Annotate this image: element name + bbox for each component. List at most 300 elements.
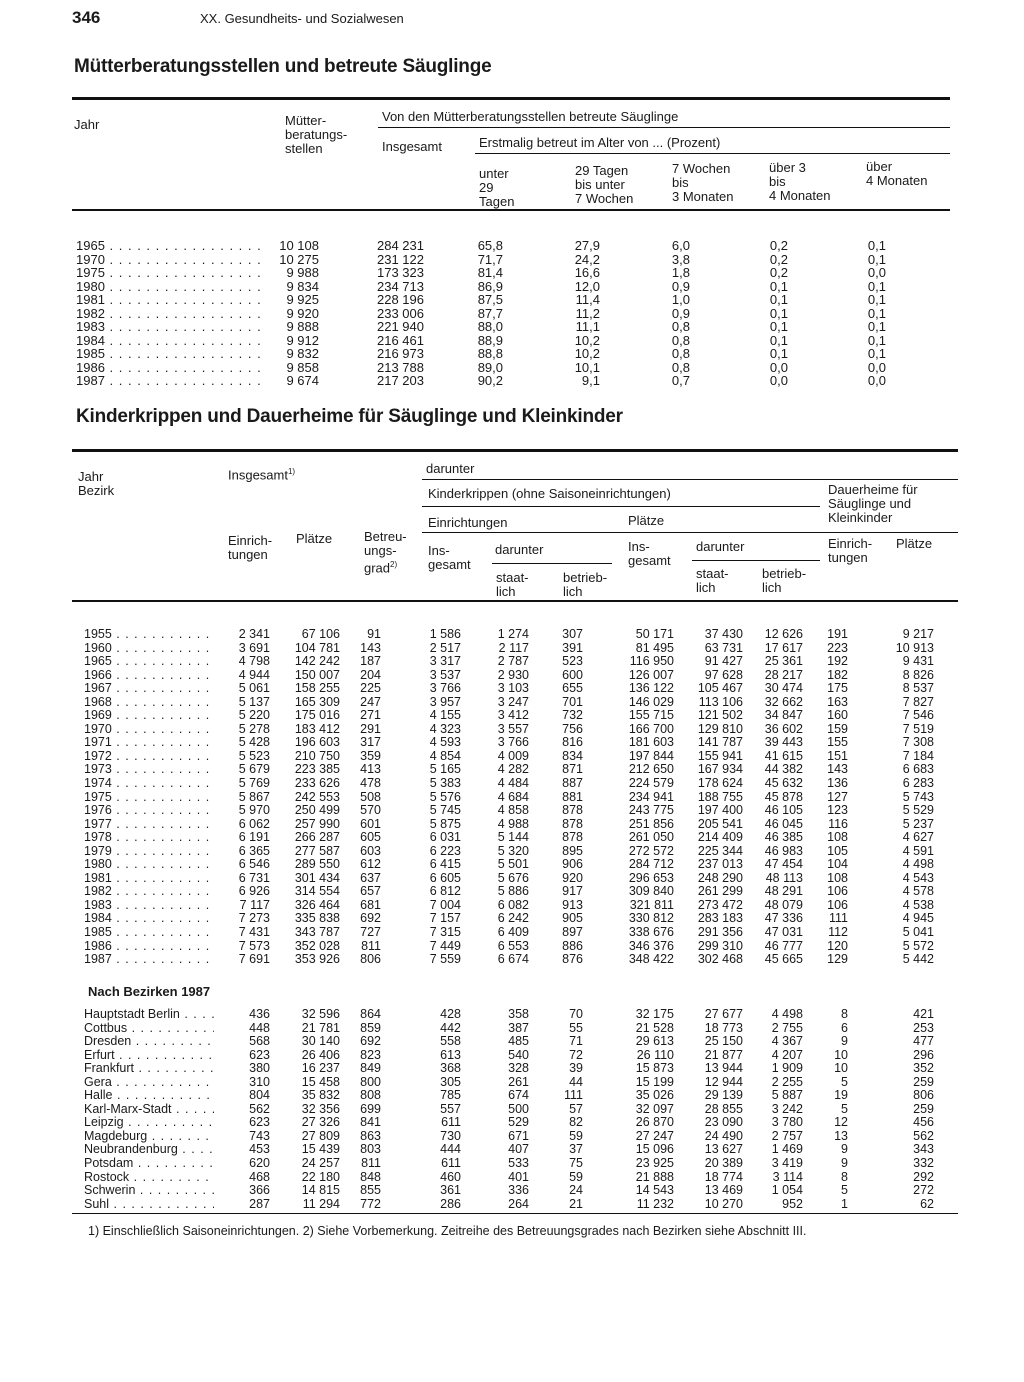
t1-row-cell: 0,2 <box>769 238 788 253</box>
t2-row-cell: 182 <box>827 667 848 682</box>
bezirk-row-cell: 4 367 <box>771 1034 803 1049</box>
t2-row-cell: 7 315 <box>429 925 461 940</box>
bezirk-row-cell: 261 <box>508 1074 529 1089</box>
t2-head-darunter-pl: darunter <box>696 539 745 554</box>
t2-row-cell: 299 310 <box>697 938 743 953</box>
bezirk-row-cell: 863 <box>360 1128 381 1143</box>
bezirk-row-cell: 12 <box>834 1115 848 1130</box>
t2-row-cell: 223 <box>827 640 848 655</box>
t2-row-cell: 210 750 <box>294 748 340 763</box>
t1-row-cell: 1983 . . . <box>76 320 262 334</box>
bezirk-row-cell: 4 207 <box>771 1047 803 1062</box>
bezirk-row-cell: 23 090 <box>704 1115 743 1130</box>
t2-row-cell: 6 926 <box>238 884 270 899</box>
t2-row-cell: 307 <box>562 627 583 641</box>
bezirk-row-cell: Rostock . . . <box>84 1171 214 1185</box>
bezirk-row-cell: 292 <box>913 1169 934 1184</box>
t2-row-cell: 1987 . . . <box>84 953 209 967</box>
t2-row-cell: 233 626 <box>294 776 340 791</box>
footnote: 1) Einschließlich Saisoneinrichtungen. 2) Siehe Vorbemerkung. Zeitreihe des Betreuungsgrades nach Bezirken siehe Abschnitt III. <box>88 1224 807 1238</box>
bezirk-row-cell: 540 <box>508 1047 529 1062</box>
t2-row-cell: 4 684 <box>497 789 529 804</box>
t2-row-cell: 330 812 <box>628 911 674 926</box>
t2-row-cell: 1970 . . . <box>84 723 209 737</box>
bezirk-row-cell: 558 <box>440 1034 461 1049</box>
t2-rule-einr <box>422 532 958 533</box>
t2-row-cell: 247 <box>360 694 381 709</box>
bezirk-row-cell: 28 855 <box>704 1101 743 1116</box>
t2-row-cell: 46 385 <box>764 830 803 845</box>
bezirk-row-cell: 11 294 <box>302 1196 340 1211</box>
t2-row-cell: 143 <box>827 762 848 777</box>
bezirk-row-cell: 25 150 <box>704 1034 743 1049</box>
bezirk-row-cell: 59 <box>569 1128 583 1143</box>
t2-row-cell: 104 781 <box>294 640 340 655</box>
t2-row-cell: 47 454 <box>764 857 803 872</box>
t2-row-cell: 4 323 <box>429 721 461 736</box>
t2-row-cell: 6 674 <box>497 952 529 967</box>
t2-row-cell: 5 278 <box>238 721 270 736</box>
t2-row-cell: 175 <box>827 681 848 696</box>
t2-row-cell: 266 287 <box>294 830 340 845</box>
t2-row-cell: 261 050 <box>628 830 674 845</box>
bezirk-row-col-6 <box>493 1008 583 1211</box>
t2-rule-darunter <box>422 479 958 480</box>
t1-row-col-5 <box>600 239 690 388</box>
t1-row-cell: 234 713 <box>377 278 424 294</box>
bezirk-row-cell: 692 <box>360 1034 381 1049</box>
t1-head-c5: über 4 Monaten <box>866 159 928 188</box>
t2-row-cell: 878 <box>562 830 583 845</box>
t1-row-cell: 10 108 <box>279 238 319 253</box>
t2-row-cell: 335 838 <box>294 911 340 926</box>
t1-row-col-2 <box>334 239 424 388</box>
t1-row-cell: 221 940 <box>377 319 424 334</box>
t2-row-cell: 121 502 <box>697 708 743 723</box>
t2-row-cell: 732 <box>562 708 583 723</box>
t1-row-cell: 87,5 <box>477 292 503 307</box>
t1-row-cell: 9 834 <box>286 278 319 294</box>
t2-rule-krippen <box>422 506 820 507</box>
t2-row-cell: 188 755 <box>697 789 743 804</box>
page-number: 346 <box>72 8 101 27</box>
bezirk-row-cell: Gera . . . <box>84 1076 214 1090</box>
t2-row-cell: 113 106 <box>698 694 743 709</box>
bezirk-row-cell: 8 <box>841 1007 848 1021</box>
bezirk-row-cell: 361 <box>440 1183 461 1198</box>
t2-row-cell: 212 650 <box>628 762 674 777</box>
t2-row-cell: 163 <box>827 694 848 709</box>
t2-row-cell: 1955 . . . <box>84 628 209 642</box>
t1-row-cell: 11,1 <box>575 319 600 334</box>
t2-row-cell: 7 691 <box>238 952 270 967</box>
t2-row-col-10 <box>758 628 848 967</box>
t2-row-cell: 881 <box>562 789 583 804</box>
bezirk-row-cell: 3 242 <box>771 1101 803 1116</box>
t1-row-cell: 9 674 <box>286 373 319 388</box>
t2-row-cell: 257 990 <box>294 816 340 831</box>
t1-row-col-4 <box>510 239 600 388</box>
t1-head-insgesamt: Insgesamt <box>382 139 442 154</box>
t1-row-cell: 10 275 <box>279 251 319 267</box>
bezirk-row-cell: 253 <box>913 1020 934 1035</box>
t2-head-darunter-einr: darunter <box>495 542 544 557</box>
t1-row-cell: 0,1 <box>769 278 788 294</box>
t2-row-cell: 5 428 <box>238 735 270 750</box>
t2-row-cell: 167 934 <box>697 762 743 777</box>
t2-row-cell: 106 <box>827 884 848 899</box>
bezirk-row-cell: 21 877 <box>704 1047 743 1062</box>
t1-row-cell: 86,9 <box>477 278 503 294</box>
t2-row-cell: 657 <box>360 884 381 899</box>
t2-head-darunter: darunter <box>426 461 475 476</box>
t2-row-cell: 159 <box>827 721 848 736</box>
t2-row-cell: 681 <box>360 897 381 912</box>
t2-row-cell: 47 031 <box>764 925 803 940</box>
t2-row-cell: 3 766 <box>497 735 529 750</box>
t2-row-cell: 158 255 <box>294 681 340 696</box>
bezirk-row-cell: 401 <box>508 1169 529 1184</box>
bezirk-row-cell: 848 <box>360 1169 381 1184</box>
t1-row-cell: 10,2 <box>574 332 600 348</box>
t1-row-cell: 27,9 <box>574 238 600 253</box>
t1-row-cell: 9 925 <box>286 292 319 307</box>
t2-row-cell: 4 591 <box>902 843 934 858</box>
bezirk-row-cell: 44 <box>569 1074 583 1089</box>
t1-row-cell: 0,0 <box>867 373 886 388</box>
t2-row-cell: 343 787 <box>294 925 340 940</box>
t2-row-cell: 116 <box>828 816 848 831</box>
bezirk-row-cell: 26 110 <box>636 1047 674 1062</box>
t2-row-cell: 811 <box>361 938 381 953</box>
t2-row-cell: 214 409 <box>697 830 743 845</box>
bezirk-row-cell: 82 <box>569 1115 583 1130</box>
t2-row-cell: 183 412 <box>294 721 340 736</box>
t1-row-cell: 0,2 <box>769 265 788 280</box>
t2-row-cell: 920 <box>562 870 583 885</box>
t1-row-cell: 0,1 <box>769 292 788 307</box>
t2-row-cell: 5 970 <box>238 803 270 818</box>
t2-row-cell: 917 <box>562 884 583 899</box>
t2-row-cell: 913 <box>562 897 583 912</box>
t2-row-cell: 143 <box>360 640 381 655</box>
t2-row-cell: 7 546 <box>902 708 934 723</box>
t2-row-cell: 4 484 <box>497 776 529 791</box>
bezirk-row-cell: Neubrandenburg . . . <box>84 1143 214 1157</box>
t2-row-cell: 5 529 <box>902 803 934 818</box>
t2-row-cell: 876 <box>562 952 583 967</box>
t2-row-cell: 46 777 <box>764 938 803 953</box>
bezirk-row-cell: 671 <box>508 1128 529 1143</box>
t1-head-erstmalig: Erstmalig betreut im Alter von ... (Prozent) <box>479 135 721 150</box>
t2-row-cell: 1973 . . . <box>84 763 209 777</box>
t2-row-cell: 104 <box>827 857 848 872</box>
t1-row-cell: 0,1 <box>769 319 788 334</box>
bezirk-row-cell: 855 <box>360 1183 381 1198</box>
t1-row-cell: 0,8 <box>671 332 690 348</box>
t1-row-cell: 89,0 <box>477 359 503 375</box>
t1-row-cell: 11,4 <box>575 292 600 307</box>
t2-row-cell: 338 676 <box>628 925 674 940</box>
t2-row-cell: 242 553 <box>294 789 340 804</box>
bezirk-row-cell: 806 <box>913 1088 934 1103</box>
bezirk-row-cell: 9 <box>841 1156 848 1171</box>
t2-row-cell: 7 827 <box>902 694 934 709</box>
bezirk-row-cell: 32 356 <box>301 1101 340 1116</box>
t2-row-cell: 30 474 <box>764 681 803 696</box>
bezirk-row-cell: 13 469 <box>704 1183 743 1198</box>
t2-row-cell: 886 <box>562 938 583 953</box>
bezirk-row-cell: 785 <box>440 1088 461 1103</box>
bezirk-row-cell: 259 <box>913 1101 934 1116</box>
t1-row-cell: 65,8 <box>477 238 503 253</box>
bezirk-row-cell: 436 <box>249 1007 270 1021</box>
t2-row-cell: 7 184 <box>902 748 934 763</box>
t2-row-cell: 116 950 <box>629 654 674 669</box>
bezirk-row-cell: 620 <box>249 1156 270 1171</box>
t2-row-cell: 727 <box>360 925 381 940</box>
bezirk-row-cell: 264 <box>508 1196 529 1211</box>
t2-row-cell: 45 665 <box>764 952 803 967</box>
t2-row-cell: 277 587 <box>294 843 340 858</box>
t2-row-cell: 146 029 <box>628 694 674 709</box>
t2-row-cell: 46 983 <box>764 843 803 858</box>
t1-row-cell: 90,2 <box>477 373 503 388</box>
t1-row-cell: 284 231 <box>377 238 424 253</box>
t1-row-cell: 0,8 <box>671 359 690 375</box>
t1-row-cell: 1986 . . . <box>76 361 262 375</box>
t2-row-cell: 895 <box>562 843 583 858</box>
t1-row-cell: 0,1 <box>867 346 886 361</box>
t2-row-cell: 6 731 <box>238 870 270 885</box>
t1-row-cell: 0,7 <box>671 373 690 388</box>
t2-row-cell: 191 <box>827 627 848 641</box>
bezirk-row-cell: 387 <box>508 1020 529 1035</box>
t2-head-staat1: staat- lich <box>496 570 529 599</box>
bezirk-row-cell: 772 <box>360 1196 381 1211</box>
bezirk-row-cell: 952 <box>782 1196 803 1211</box>
bezirk-row-cell: 1 469 <box>771 1142 803 1157</box>
chapter-title: XX. Gesundheits- und Sozialwesen <box>200 11 404 26</box>
t2-row-cell: 205 541 <box>697 816 743 831</box>
t2-head-betrieb2: betrieb- lich <box>762 566 807 595</box>
bezirk-row-cell: 343 <box>913 1142 934 1157</box>
bezirk-row-cell: 456 <box>913 1115 934 1130</box>
t2-row-cell: 6 242 <box>497 911 529 926</box>
bezirk-row-cell: 5 <box>841 1074 848 1089</box>
bezirk-row-cell: 380 <box>249 1061 270 1076</box>
t2-row-cell: 63 731 <box>704 640 743 655</box>
t2-head-staat2: staat- lich <box>696 566 729 595</box>
t2-row-cell: 523 <box>562 654 583 669</box>
bezirk-row-cell: 849 <box>360 1061 381 1076</box>
t1-row-cell: 1980 . . . <box>76 280 262 294</box>
t2-row-cell: 175 016 <box>294 708 340 723</box>
t2-row-cell: 97 628 <box>704 667 743 682</box>
t1-row-cell: 0,1 <box>769 346 788 361</box>
bezirk-row-cell: 21 <box>569 1196 583 1211</box>
t1-row-cell: 0,1 <box>867 278 886 294</box>
bezirk-row-cell: 800 <box>360 1074 381 1089</box>
t2-row-cell: 45 878 <box>764 789 803 804</box>
t1-row-cell: 217 203 <box>377 373 424 388</box>
t2-row-cell: 4 858 <box>497 803 529 818</box>
t2-row-cell: 4 155 <box>429 708 461 723</box>
bezirk-row-cell: Potsdam . . . <box>84 1157 214 1171</box>
bezirk-row-cell: 16 237 <box>301 1061 340 1076</box>
t2-row-cell: 508 <box>360 789 381 804</box>
t2-row-cell: 127 <box>827 789 848 804</box>
t2-row-cell: 1968 . . . <box>84 696 209 710</box>
t2-row-cell: 296 653 <box>628 870 674 885</box>
t2-row-cell: 6 812 <box>429 884 461 899</box>
t2-row-cell: 5 237 <box>902 816 934 831</box>
bezirk-row-cell: 14 815 <box>301 1183 340 1198</box>
bezirk-row-cell: 13 627 <box>704 1142 743 1157</box>
t1-rule-head-bottom <box>72 209 950 211</box>
t1-row-cell: 0,1 <box>867 238 886 253</box>
bezirk-row-cell: 611 <box>441 1156 461 1171</box>
t2-row-cell: 1980 . . . <box>84 858 209 872</box>
t2-row-cell: 243 775 <box>628 803 674 818</box>
t2-row-cell: 1982 . . . <box>84 885 209 899</box>
bezirk-row-cell: 24 <box>569 1183 583 1198</box>
t2-row-cell: 112 <box>828 925 848 940</box>
bezirk-row-cell: 1 054 <box>771 1183 803 1198</box>
t2-row-cell: 603 <box>360 843 381 858</box>
t1-row-cell: 1981 . . . <box>76 293 262 307</box>
t1-head-von: Von den Mütterberatungsstellen betreute Säuglinge <box>382 109 679 124</box>
t2-row-cell: 37 430 <box>704 627 743 641</box>
t2-head-plaetze2: Plätze <box>296 531 333 546</box>
bezirk-row-cell: 562 <box>249 1101 270 1116</box>
bezirk-row-cell: 453 <box>249 1142 270 1157</box>
t2-row-cell: 1977 . . . <box>84 818 209 832</box>
t2-row-cell: 3 766 <box>429 681 461 696</box>
table1-top-rule <box>72 97 950 100</box>
bezirk-row-cell: 358 <box>508 1007 529 1021</box>
t1-row-cell: 231 122 <box>377 251 424 267</box>
t2-head-insgesamt: Insgesamt$^{1)}$ <box>228 467 296 483</box>
t2-row-cell: 48 079 <box>764 897 803 912</box>
t1-row-cell: 1982 . . . <box>76 307 262 321</box>
bezirk-row-col-11 <box>844 1008 934 1211</box>
t2-row-cell: 6 553 <box>497 938 529 953</box>
t2-row-cell: 413 <box>360 762 381 777</box>
t1-head-jahr: Jahr <box>74 117 100 132</box>
t2-row-cell: 600 <box>562 667 583 682</box>
bezirk-row-cell: 29 613 <box>635 1034 674 1049</box>
t2-row-cell: 6 062 <box>238 816 270 831</box>
bezirk-row-cell: 9 <box>841 1142 848 1157</box>
t2-row-cell: 284 712 <box>628 857 674 872</box>
t2-row-cell: 6 683 <box>902 762 934 777</box>
t2-row-cell: 314 554 <box>294 884 340 899</box>
t2-row-cell: 48 291 <box>764 884 803 899</box>
t2-row-cell: 5 745 <box>429 803 461 818</box>
t1-row-cell: 0,1 <box>867 251 886 267</box>
t2-row-cell: 7 273 <box>238 911 270 926</box>
t1-row-cell: 1970 . . . <box>76 253 262 267</box>
t2-head-krippen: Kinderkrippen (ohne Saisoneinrichtungen) <box>428 486 671 501</box>
t2-row-cell: 692 <box>360 911 381 926</box>
table2-title: Kinderkrippen und Dauerheime für Säuglinge und Kleinkinder <box>76 406 623 427</box>
bezirk-row-cell: 14 543 <box>635 1183 674 1198</box>
t2-row-cell: 816 <box>562 735 583 750</box>
bezirk-row-cell: 448 <box>249 1020 270 1035</box>
bezirk-row-cell: 13 <box>834 1128 848 1143</box>
bezirk-row-cell: 808 <box>360 1088 381 1103</box>
bezirk-row-cell: 3 114 <box>772 1169 803 1184</box>
t2-row-cell: 353 926 <box>294 952 340 967</box>
t1-row-cell: 1,0 <box>671 292 690 307</box>
bezirk-row-cell: Schwerin . . . <box>84 1184 214 1198</box>
bezirk-row-cell: 23 925 <box>635 1156 674 1171</box>
t2-row-cell: 7 431 <box>238 925 270 940</box>
bezirk-row-cell: 1 <box>841 1196 848 1211</box>
t2-row-cell: 4 578 <box>902 884 934 899</box>
t1-row-cell: 0,8 <box>671 346 690 361</box>
t2-row-cell: 248 290 <box>697 870 743 885</box>
t1-rule-von <box>378 127 950 128</box>
t1-row-cell: 88,9 <box>477 332 503 348</box>
t2-row-cell: 359 <box>360 748 381 763</box>
bezirk-row-cell: 674 <box>508 1088 529 1103</box>
t2-row-cell: 4 593 <box>429 735 461 750</box>
t1-row-cell: 88,0 <box>477 319 503 334</box>
t2-row-cell: 326 464 <box>294 897 340 912</box>
bezirk-row-cell: Karl-Marx-Stadt . . . <box>84 1103 214 1117</box>
t2-row-cell: 1967 . . . <box>84 682 209 696</box>
t2-row-cell: 7 519 <box>902 721 934 736</box>
t2-row-col-3 <box>291 628 381 967</box>
t2-row-cell: 1981 . . . <box>84 872 209 886</box>
t2-row-cell: 6 409 <box>497 925 529 940</box>
t2-row-cell: 878 <box>562 803 583 818</box>
bezirk-row-cell: 32 097 <box>635 1101 674 1116</box>
t1-row-cell: 9 912 <box>286 332 319 348</box>
t1-row-cell: 87,7 <box>477 305 503 321</box>
t1-row-cell: 0,0 <box>769 359 788 375</box>
bezirk-row-cell: 611 <box>441 1115 461 1130</box>
t2-row-cell: 3 557 <box>497 721 529 736</box>
bezirk-row-cell: Magdeburg . . . <box>84 1130 214 1144</box>
bezirk-row-cell: 557 <box>440 1101 461 1116</box>
bezirk-row-cell: 485 <box>508 1034 529 1049</box>
t2-row-cell: 3 317 <box>429 654 461 669</box>
bezirk-row-cell: 62 <box>920 1196 934 1211</box>
t2-row-cell: 4 944 <box>238 667 270 682</box>
t2-head-betreu: Betreu- ungs- grad$^{2)}$ <box>364 529 407 576</box>
bezirk-row-cell: 6 <box>841 1020 848 1035</box>
bezirk-row-cell: 27 247 <box>635 1128 674 1143</box>
bezirk-row-cell: Halle . . . <box>84 1089 214 1103</box>
t1-row-cell: 228 196 <box>377 292 424 307</box>
t2-row-cell: 7 157 <box>429 911 461 926</box>
bezirk-row-cell: 287 <box>249 1196 270 1211</box>
t1-row-cell: 1965 . . . <box>76 239 262 253</box>
t2-row-cell: 1983 . . . <box>84 899 209 913</box>
t2-row-cell: 129 <box>827 952 848 967</box>
bezirk-row-cell: 15 873 <box>635 1061 674 1076</box>
t2-row-cell: 2 117 <box>498 640 529 655</box>
t2-row-cell: 271 <box>360 708 381 723</box>
bezirk-row-cell: 55 <box>569 1020 583 1035</box>
t2-row-cell: 1966 . . . <box>84 669 209 683</box>
t2-row-cell: 151 <box>827 748 848 763</box>
t2-row-cell: 291 356 <box>697 925 743 940</box>
bezirk-row-cell: 111 <box>563 1088 583 1103</box>
